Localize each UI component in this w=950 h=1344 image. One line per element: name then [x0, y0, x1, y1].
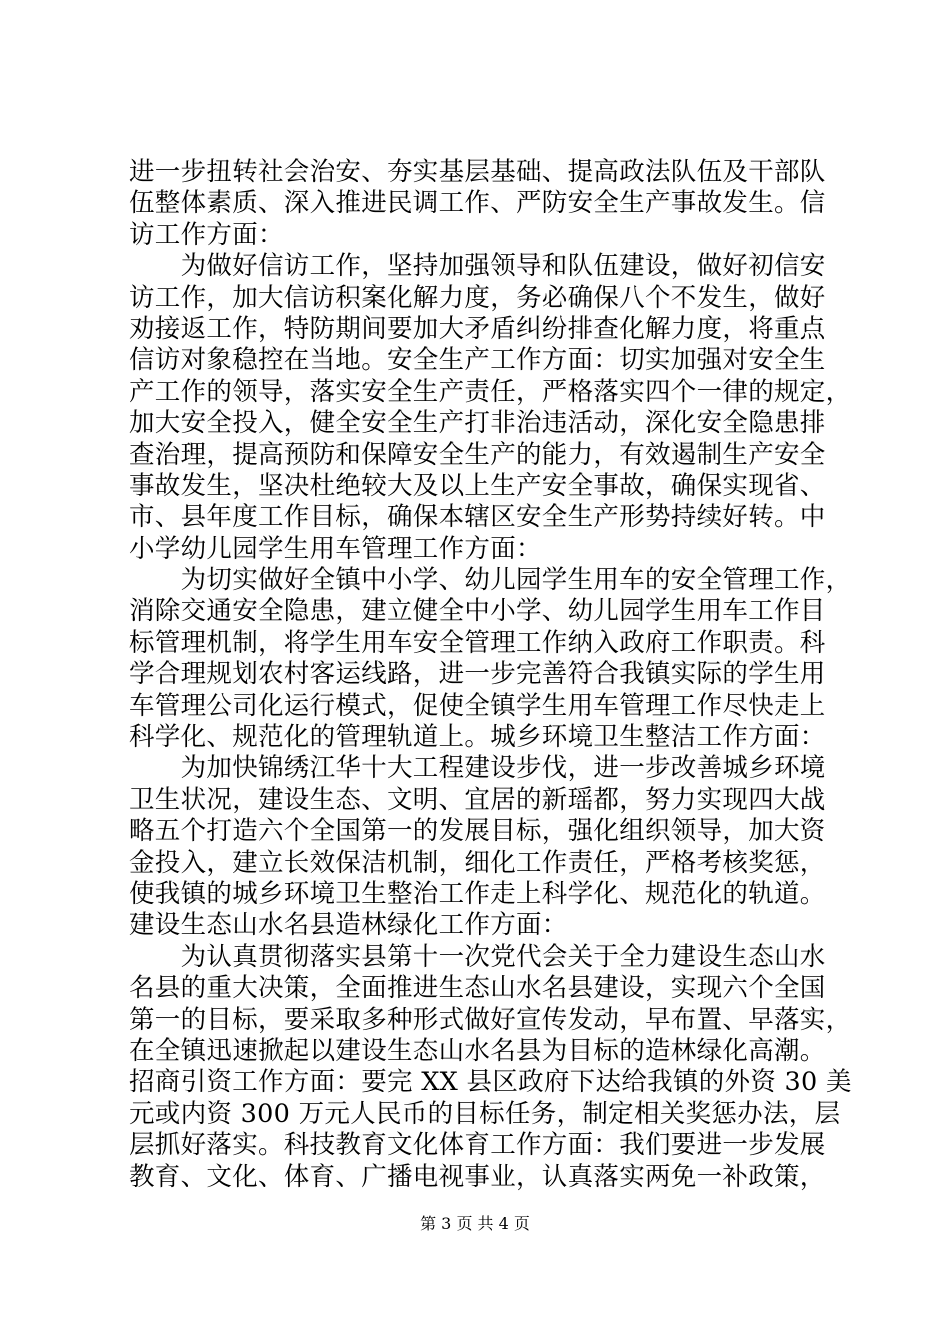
text-line: 金投入，建立长效保洁机制，细化工作责任，严格考核奖惩，: [129, 847, 826, 878]
text-line: 层抓好落实。科技教育文化体育工作方面：我们要进一步发展: [129, 1130, 826, 1161]
text-line: 为做好信访工作，坚持加强领导和队伍建设，做好初信安: [129, 251, 826, 282]
text-line: 第一的目标，要采取多种形式做好宣传发动，早布置、早落实，: [129, 1004, 852, 1035]
text-line: 访工作方面：: [129, 219, 284, 250]
text-line: 查治理，提高预防和保障安全生产的能力，有效遏制生产安全: [129, 439, 826, 470]
page-number-footer: 第 3 页 共 4 页: [420, 1214, 530, 1233]
text-line: 建设生态山水名县造林绿化工作方面：: [129, 910, 568, 941]
text-line: 访工作，加大信访积案化解力度，务必确保八个不发生，做好: [129, 282, 826, 313]
text-line: 加大安全投入，健全安全生产打非治违活动，深化安全隐患排: [129, 408, 826, 439]
body-text: [129, 157, 852, 1193]
text-line: 科学化、规范化的管理轨道上。城乡环境卫生整洁工作方面：: [129, 722, 826, 753]
text-line: 事故发生，坚决杜绝较大及以上生产安全事故，确保实现省、: [129, 470, 826, 501]
text-line: 为加快锦绣江华十大工程建设步伐，进一步改善城乡环境: [129, 753, 826, 784]
text-line: 市、县年度工作目标，确保本辖区安全生产形势持续好转。中: [129, 502, 826, 533]
text-line: 名县的重大决策，全面推进生态山水名县建设，实现六个全国: [129, 973, 826, 1004]
text-line: 教育、文化、体育、广播电视事业，认真落实两免一补政策，: [129, 1161, 826, 1192]
text-line: 车管理公司化运行模式，促使全镇学生用车管理工作尽快走上: [129, 690, 826, 721]
text-line: 略五个打造六个全国第一的发展目标，强化组织领导，加大资: [129, 816, 826, 847]
text-line: 产工作的领导，落实安全生产责任，严格落实四个一律的规定，: [129, 376, 852, 407]
text-line: 学合理规划农村客运线路，进一步完善符合我镇实际的学生用: [129, 659, 826, 690]
text-line: 在全镇迅速掀起以建设生态山水名县为目标的造林绿化高潮。: [129, 1035, 826, 1066]
text-line: 元或内资 300 万元人民币的目标任务，制定相关奖惩办法，层: [129, 1098, 841, 1129]
text-line: 使我镇的城乡环境卫生整治工作走上科学化、规范化的轨道。: [129, 878, 826, 909]
text-line: 招商引资工作方面：要完 XX 县区政府下达给我镇的外资 30 美: [129, 1067, 852, 1098]
text-line: 标管理机制，将学生用车安全管理工作纳入政府工作职责。科: [129, 627, 826, 658]
text-line: 进一步扭转社会治安、夯实基层基础、提高政法队伍及干部队: [129, 157, 826, 187]
text-line: 为切实做好全镇中小学、幼儿园学生用车的安全管理工作，: [129, 565, 852, 596]
text-line: 为认真贯彻落实县第十一次党代会关于全力建设生态山水: [129, 941, 826, 972]
text-line: 小学幼儿园学生用车管理工作方面：: [129, 533, 542, 564]
text-line: 卫生状况，建设生态、文明、宜居的新瑶都，努力实现四大战: [129, 784, 826, 815]
text-line: 消除交通安全隐患，建立健全中小学、幼儿园学生用车工作目: [129, 596, 826, 627]
text-line: 伍整体素质、深入推进民调工作、严防安全生产事故发生。信: [129, 188, 826, 219]
text-line: 信访对象稳控在当地。安全生产工作方面：切实加强对安全生: [129, 345, 826, 376]
text-line: 劝接返工作，特防期间要加大矛盾纠纷排查化解力度，将重点: [129, 313, 826, 344]
